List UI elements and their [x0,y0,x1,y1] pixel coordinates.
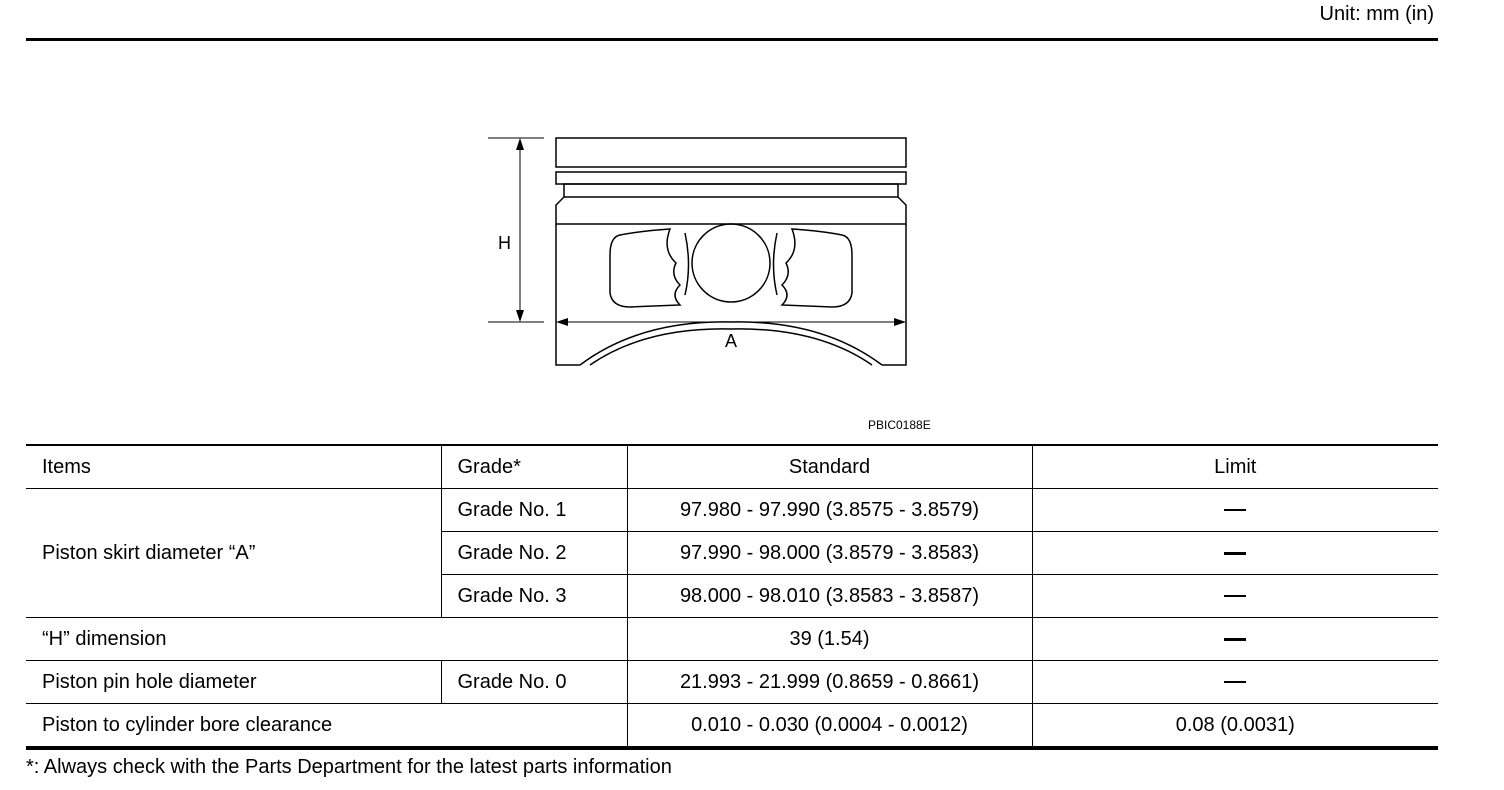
limit-cell [1032,575,1438,618]
dash-mark [1224,509,1246,511]
a-label: A [725,331,738,351]
standard-cell: 97.980 - 97.990 (3.8575 - 3.8579) [627,489,1032,532]
unit-label: Unit: mm (in) [1319,3,1434,25]
limit-cell [1032,532,1438,575]
h-dimension-item: “H” dimension [26,618,627,661]
pin-hole-item: Piston pin hole diameter [26,661,441,704]
standard-cell: 97.990 - 98.000 (3.8579 - 3.8583) [627,532,1032,575]
dash-mark [1224,638,1246,641]
top-rule [26,38,1438,41]
standard-cell: 21.993 - 21.999 (0.8659 - 0.8661) [627,661,1032,704]
table-row [26,704,1438,749]
h-label: H [498,233,511,253]
table-row [26,618,1438,661]
grade-cell: Grade No. 0 [441,661,627,704]
piston-spec-table [26,444,1438,750]
figure-code: PBIC0188E [868,418,931,432]
limit-cell [1032,661,1438,704]
clearance-item: Piston to cylinder bore clearance [26,704,627,749]
piston-diagram [480,125,950,385]
standard-cell: 98.000 - 98.010 (3.8583 - 3.8587) [627,575,1032,618]
skirt-item: Piston skirt diameter “A” [26,489,441,618]
table-row [26,661,1438,704]
dash-mark [1224,681,1246,683]
standard-cell: 39 (1.54) [627,618,1032,661]
grade-cell: Grade No. 3 [441,575,627,618]
header-limit: Limit [1032,445,1438,489]
header-items: Items [26,445,441,489]
limit-cell [1032,489,1438,532]
limit-cell [1032,618,1438,661]
dash-mark [1224,552,1246,555]
dash-mark [1224,595,1246,597]
header-grade: Grade* [441,445,627,489]
footnote: *: Always check with the Parts Department for the latest parts information [26,756,672,778]
table-header-row [26,445,1438,489]
limit-cell: 0.08 (0.0031) [1032,704,1438,749]
header-standard: Standard [627,445,1032,489]
standard-cell: 0.010 - 0.030 (0.0004 - 0.0012) [627,704,1032,749]
grade-cell: Grade No. 1 [441,489,627,532]
grade-cell: Grade No. 2 [441,532,627,575]
table-row [26,489,1438,532]
